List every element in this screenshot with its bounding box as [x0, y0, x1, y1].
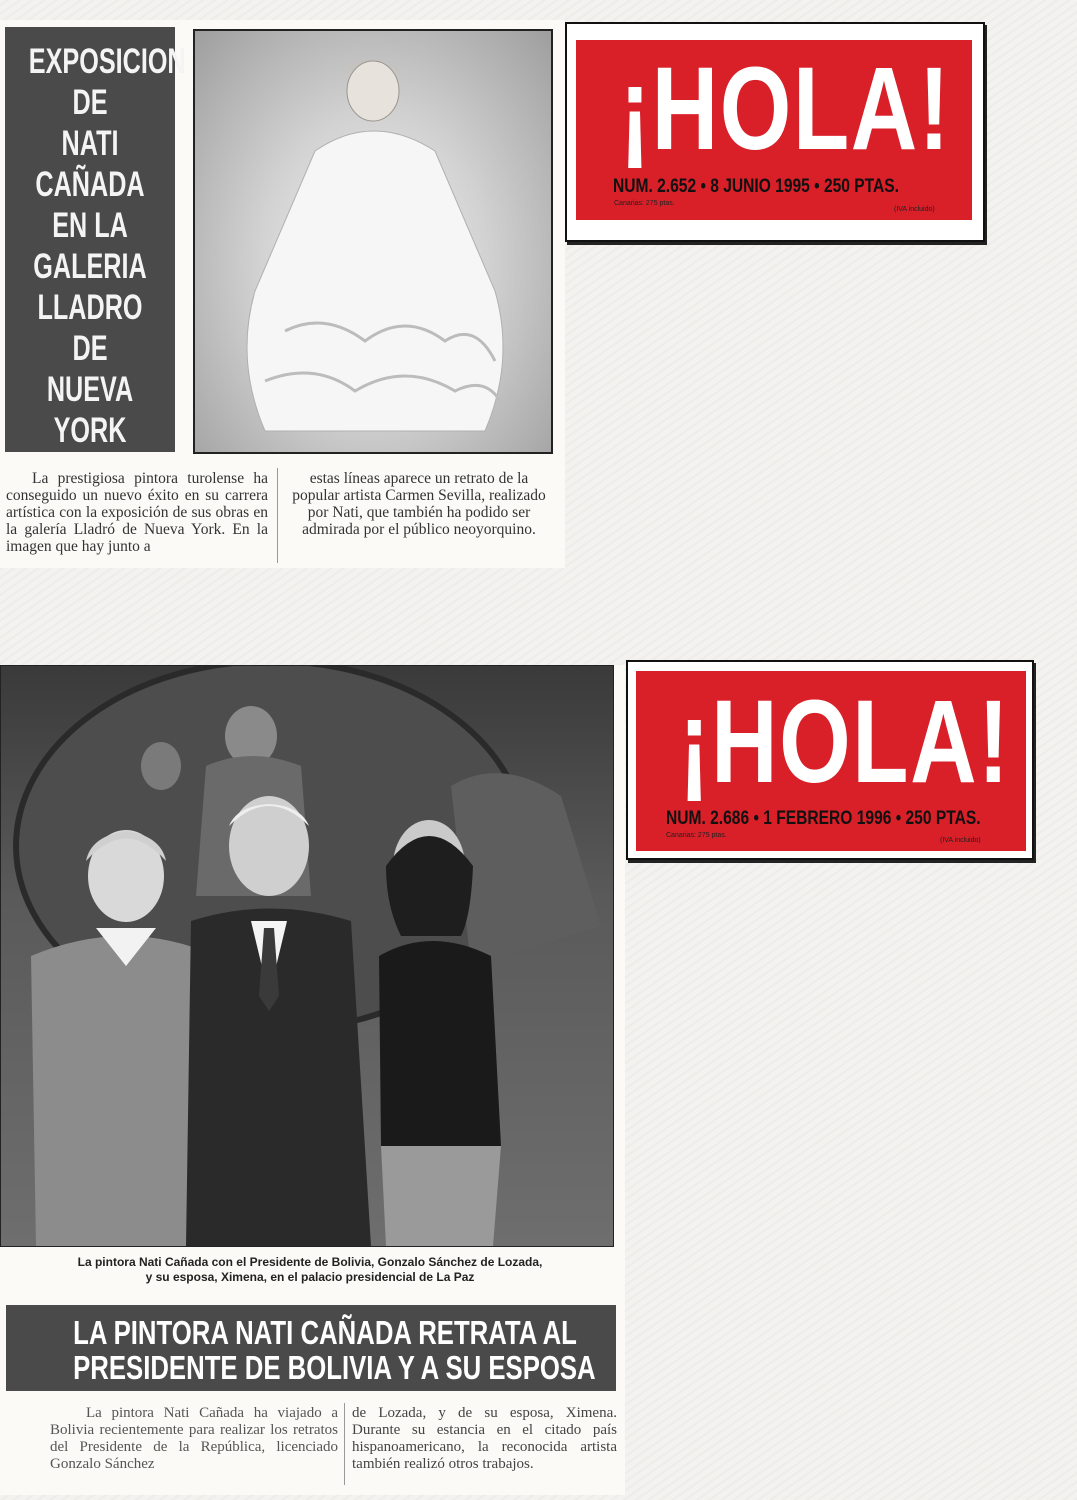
hola-red-panel: [636, 671, 1026, 851]
photo-caption: [10, 1255, 610, 1285]
headline-line: CAÑADA: [35, 165, 145, 204]
bolivia-headline-box: [6, 1305, 616, 1391]
headline-line: EN LA: [52, 206, 128, 245]
group-photo-scene: [1, 666, 613, 1246]
headline-line: EXPOSICION: [28, 42, 186, 81]
headline-line: PRESIDENTE DE BOLIVIA Y A SU ESPOSA: [73, 1349, 596, 1386]
headline-line: DE: [72, 83, 108, 122]
exhibition-body-col2: estas líneas aparece un retrato de la popular artista Carmen Sevilla, realizado por Nati, que también ha podido ser admirada por el público neoyorquino.: [292, 470, 546, 538]
headline-line: NUEVA: [46, 370, 134, 409]
hola-canarias-price: Canarias: 275 ptas.: [614, 200, 675, 207]
hola-masthead-1995: [565, 22, 985, 242]
headline-line: GALERIA: [33, 247, 147, 286]
headline-line: DE: [72, 329, 108, 368]
headline-line: NATI: [61, 124, 119, 163]
caption-line: y su esposa, Ximena, en el palacio presidencial de La Paz: [145, 1270, 475, 1284]
bolivia-body-col2: de Lozada, y de su esposa, Ximena. Durante su estancia en el citado país hispanoamericano, la reconocida artista también realizó otros trabajos.: [352, 1405, 617, 1472]
exhibition-headline-box: [5, 27, 186, 452]
exhibition-headline: [28, 27, 186, 451]
hola-canarias-price: Canarias: 275 ptas.: [666, 832, 727, 839]
bolivia-body-col1: La pintora Nati Cañada ha viajado a Bolivia recientemente para realizar los retratos del Presidente de la República, licenciado Gonzalo Sánchez: [50, 1405, 338, 1472]
portrait-figure: [195, 31, 551, 452]
hola-logo: ¡HOLA!: [619, 43, 951, 175]
hola-logo: ¡HOLA!: [678, 676, 1011, 808]
hola-issue-line: NUM. 2.652 • 8 JUNIO 1995 • 250 PTAS.: [613, 176, 900, 197]
portrait-painting-photo: [193, 29, 553, 454]
headline-line: LA PINTORA NATI CAÑADA RETRATA AL: [73, 1314, 577, 1351]
bolivia-headline: [73, 1305, 596, 1386]
hola-red-panel: [576, 40, 972, 220]
hola-iva-note: (IVA incluido): [940, 837, 981, 844]
headline-line: YORK: [53, 411, 127, 450]
column-divider: [277, 468, 278, 563]
hola-issue-line: NUM. 2.686 • 1 FEBRERO 1996 • 250 PTAS.: [666, 808, 981, 829]
president-group-photo: [0, 665, 614, 1247]
caption-line: La pintora Nati Cañada con el Presidente de Bolivia, Gonzalo Sánchez de Lozada,: [77, 1255, 543, 1269]
hola-masthead-1996: [626, 660, 1034, 860]
column-divider: [344, 1403, 345, 1485]
exhibition-body-col1: La prestigiosa pintora turolense ha conseguido un nuevo éxito en su carrera artística con la exposición de sus obras en la galería Lladró de Nueva York. En la imagen que hay junto a: [6, 470, 268, 555]
hola-iva-note: (IVA incluido): [894, 206, 935, 213]
headline-line: LLADRO: [37, 288, 143, 327]
